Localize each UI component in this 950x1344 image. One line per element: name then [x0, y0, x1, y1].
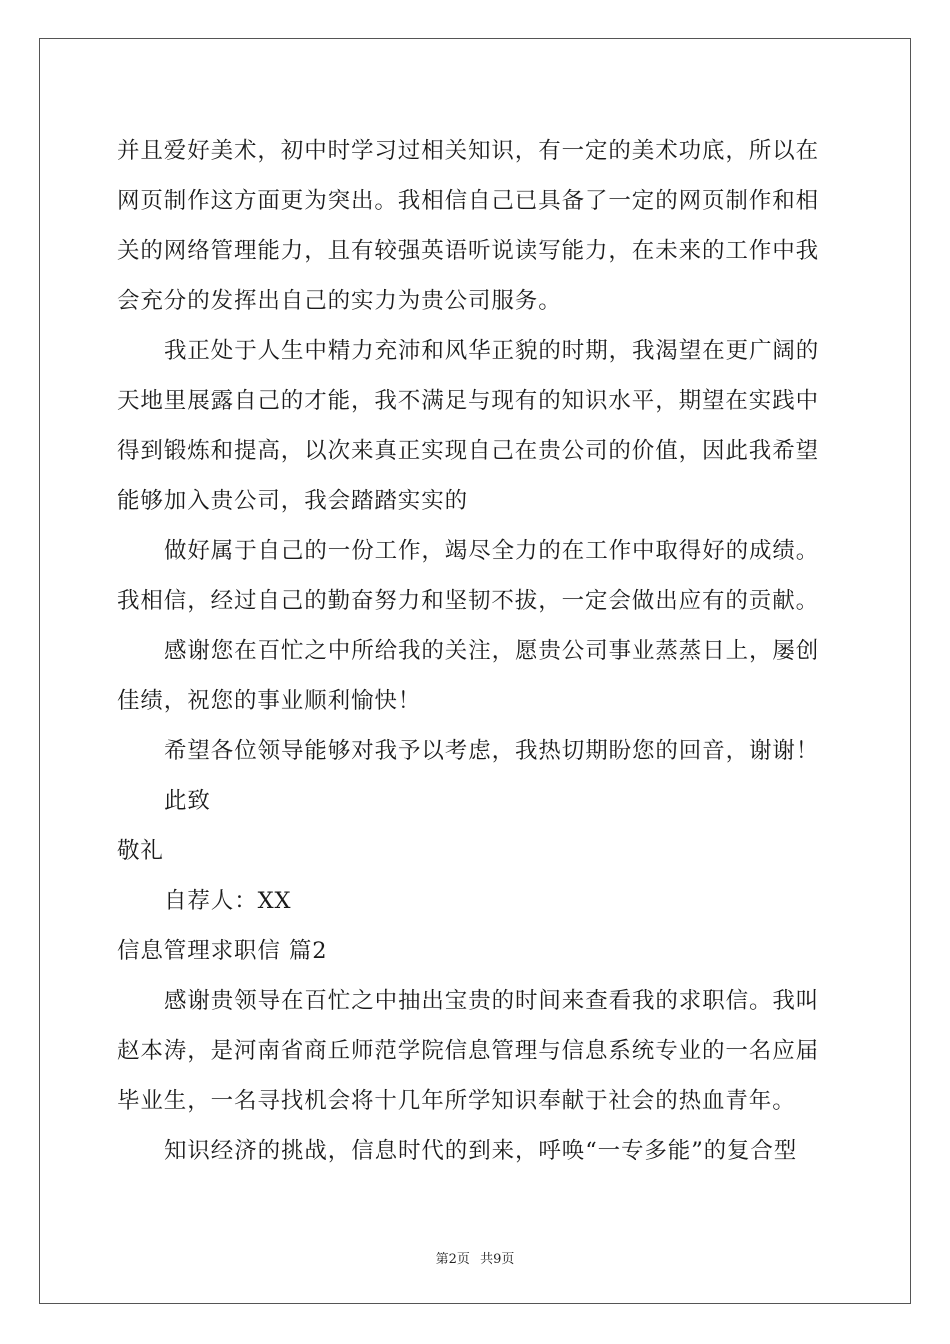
page-footer — [0, 1248, 950, 1267]
paragraph-line: 关的网络管理能力，且有较强英语听说读写能力，在未来的工作中我 — [117, 238, 820, 264]
page-number: 第2页 — [435, 1252, 470, 1267]
paragraph-line: 得到锻炼和提高，以次来真正实现自己在贵公司的价值，因此我希望 — [117, 438, 820, 464]
paragraph-line: 我相信，经过自己的勤奋努力和坚韧不拔，一定会做出应有的贡献。 — [117, 588, 820, 614]
section-heading: 信息管理求职信 篇2 — [117, 938, 328, 964]
paragraph-line: 能够加入贵公司，我会踏踏实实的 — [117, 488, 469, 514]
paragraph-line: 做好属于自己的一份工作，竭尽全力的在工作中取得好的成绩。 — [164, 538, 820, 564]
document-body — [117, 126, 837, 1176]
salutation-line: 敬礼 — [117, 838, 164, 864]
paragraph-line: 我正处于人生中精力充沛和风华正貌的时期，我渴望在更广阔的 — [164, 338, 820, 364]
paragraph-line: 网页制作这方面更为突出。我相信自己已具备了一定的网页制作和相 — [117, 188, 820, 214]
paragraph-line: 赵本涛，是河南省商丘师范学院信息管理与信息系统专业的一名应届 — [117, 1038, 820, 1064]
closing-line: 此致 — [164, 788, 211, 814]
paragraph-line: 会充分的发挥出自己的实力为贵公司服务。 — [117, 288, 562, 314]
paragraph-line: 希望各位领导能够对我予以考虑，我热切期盼您的回音，谢谢！ — [164, 738, 820, 764]
paragraph-line: 知识经济的挑战，信息时代的到来，呼唤“一专多能”的复合型 — [164, 1138, 798, 1164]
page-total: 共9页 — [480, 1252, 515, 1267]
paragraph-line: 佳绩，祝您的事业顺利愉快！ — [117, 688, 422, 714]
paragraph-line: 感谢贵领导在百忙之中抽出宝贵的时间来查看我的求职信。我叫 — [164, 988, 820, 1014]
paragraph-line: 天地里展露自己的才能，我不满足与现有的知识水平，期望在实践中 — [117, 388, 820, 414]
paragraph-line: 并且爱好美术，初中时学习过相关知识，有一定的美术功底，所以在 — [117, 138, 820, 164]
paragraph-line: 毕业生，一名寻找机会将十几年所学知识奉献于社会的热血青年。 — [117, 1088, 796, 1114]
paragraph-line: 感谢您在百忙之中所给我的关注，愿贵公司事业蒸蒸日上，屡创 — [164, 638, 820, 664]
signature-line: 自荐人：XX — [164, 888, 292, 914]
